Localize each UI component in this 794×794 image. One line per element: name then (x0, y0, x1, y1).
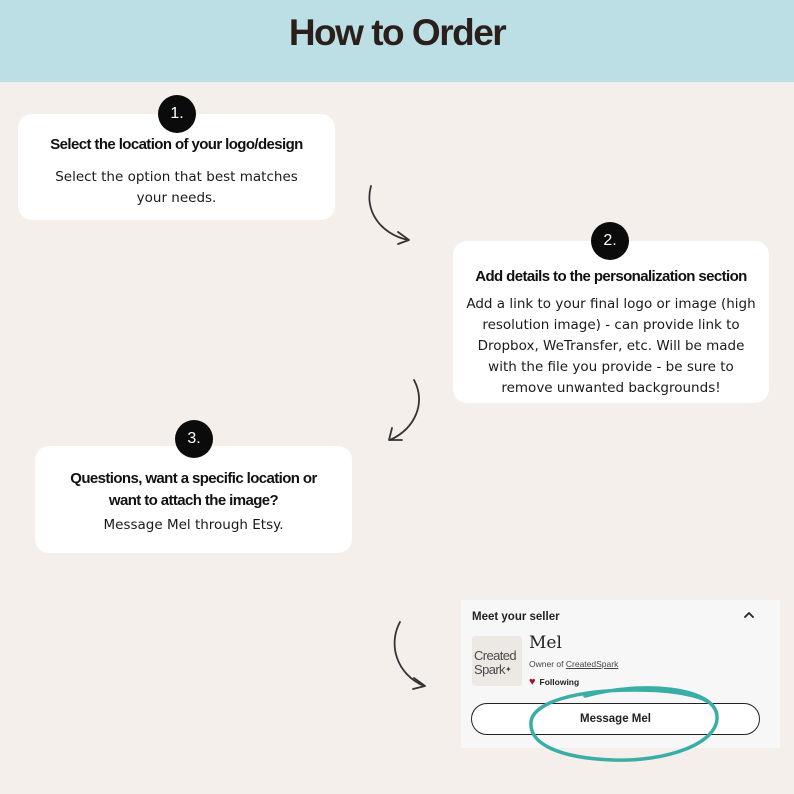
arrow-3-icon (386, 618, 434, 692)
shop-logo[interactable] (472, 636, 522, 686)
step-3-badge: 3. (175, 420, 213, 458)
heart-icon: ♥ (529, 676, 536, 688)
chevron-up-icon[interactable] (744, 610, 754, 622)
arrow-2-icon (382, 376, 428, 446)
highlight-circle (525, 682, 725, 766)
step-2-description: Add a link to your final logo or image (high resolution image) - can provide link to Dropbox, WeTransfer, etc. Will be made with the file you provide - be sure to remove unwanted backgrounds! (466, 296, 756, 396)
step-3-description: Message Mel through Etsy. (103, 517, 284, 533)
step-2-badge: 2. (591, 222, 629, 260)
seller-panel-heading: Meet your seller (472, 611, 560, 623)
arrow-1-icon (362, 180, 418, 248)
step-3-title-line2: want to attach the image? (108, 492, 279, 509)
seller-name: Mel (529, 633, 562, 653)
step-3-card (35, 446, 352, 553)
following-label: Following (539, 677, 580, 687)
step-2-card (453, 241, 769, 403)
step-1-badge: 1. (158, 95, 196, 133)
step-1-description: Select the option that best matches your needs. (55, 169, 298, 206)
shop-name-link[interactable]: CreatedSpark (565, 659, 619, 669)
step-3-title-line1: Questions, want a specific location or (70, 470, 317, 487)
page-title: How to Order (288, 12, 506, 53)
shop-logo-word: Spark (474, 662, 505, 677)
sparkle-icon: ✦ (504, 665, 512, 674)
step-1-title: Select the location of your logo/design (50, 136, 303, 153)
header-banner (0, 0, 794, 82)
step-2-title: Add details to the personalization section (475, 268, 747, 285)
message-seller-button[interactable]: Message Mel (471, 703, 760, 735)
seller-owner-line (529, 659, 618, 669)
shop-logo-line2 (474, 663, 522, 677)
owner-prefix: Owner of (529, 659, 564, 669)
shop-logo-line1: Created (474, 648, 517, 663)
